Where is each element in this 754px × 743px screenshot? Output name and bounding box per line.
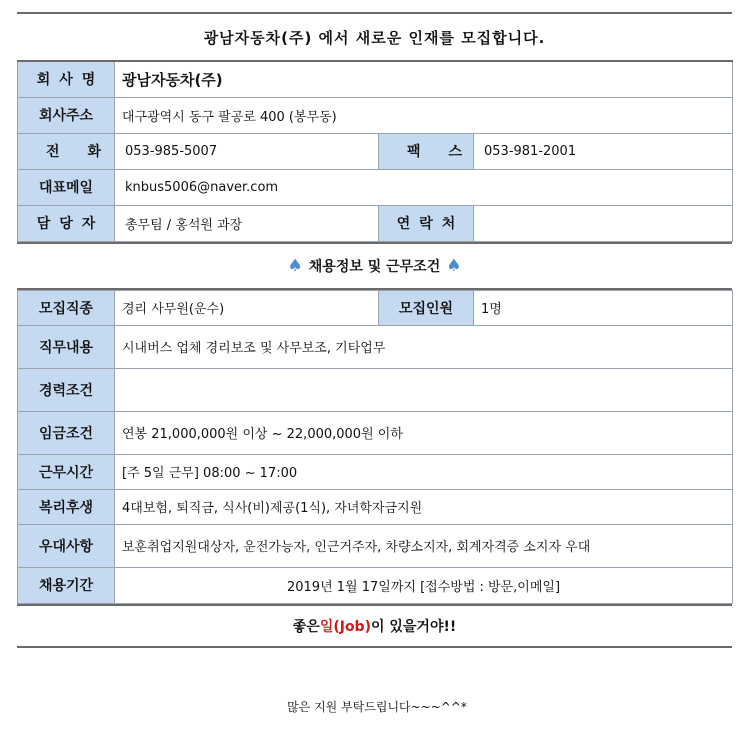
headcount-label: 모집인원 (379, 290, 474, 325)
position-value: 경리 사무원(운수) (115, 290, 379, 325)
company-info-table (17, 60, 733, 242)
job-info-table (17, 290, 733, 604)
fax-label: 팩스 (379, 133, 474, 169)
contact-value (474, 205, 733, 241)
salary-label: 임금조건 (18, 411, 115, 454)
table-row (18, 205, 733, 241)
section-title-text: 채용정보 및 근무조건 (308, 258, 441, 275)
benefits-value: 4대보험, 퇴직금, 식사(비)제공(1식), 자녀학자금지원 (115, 489, 733, 524)
slogan-highlight: 일(Job) (319, 618, 371, 635)
period-label: 채용기간 (18, 567, 115, 603)
table-row (18, 524, 733, 567)
preference-value: 보훈취업지원대상자, 운전가능자, 인근거주자, 차량소지자, 회계자격증 소지자 우대 (115, 524, 733, 567)
table-row (18, 97, 733, 133)
section-title (17, 242, 732, 290)
position-label: 모집직종 (18, 290, 115, 325)
manager-label: 담당자 (18, 205, 115, 241)
table-row (18, 567, 733, 603)
duties-value: 시내버스 업체 경리보조 및 사무보조, 기타업무 (115, 325, 733, 368)
company-name-label: 회사명 (18, 61, 115, 97)
period-value: 2019년 1월 17일까지 [접수방법 : 방문,이메일] (115, 567, 733, 603)
table-row (18, 368, 733, 411)
preference-label: 우대사항 (18, 524, 115, 567)
table-row (18, 411, 733, 454)
job-posting (17, 12, 732, 648)
table-row (18, 290, 733, 325)
phone-label: 전화 (18, 133, 115, 169)
email-label: 대표메일 (18, 169, 115, 205)
benefits-label: 복리후생 (18, 489, 115, 524)
table-row (18, 61, 733, 97)
slogan (17, 604, 732, 648)
footer-message: 많은 지원 부탁드립니다~~~^^* (287, 700, 467, 714)
table-row (18, 489, 733, 524)
table-row (18, 325, 733, 368)
table-row (18, 133, 733, 169)
salary-value: 연봉 21,000,000원 이상 ~ 22,000,000원 이하 (115, 411, 733, 454)
career-value (115, 368, 733, 411)
manager-value: 총무팀 / 홍석원 과장 (115, 205, 379, 241)
table-row (18, 454, 733, 489)
table-row (18, 169, 733, 205)
hours-label: 근무시간 (18, 454, 115, 489)
email-value[interactable]: knbus5006@naver.com (115, 169, 733, 205)
hours-value: [주 5일 근무] 08:00 ~ 17:00 (115, 454, 733, 489)
company-name-value: 광남자동차(주) (115, 61, 733, 97)
page-title: 광남자동차(주) 에서 새로운 인재를 모집합니다. (203, 28, 546, 47)
career-label: 경력조건 (18, 368, 115, 411)
company-address-label: 회사주소 (18, 97, 115, 133)
fax-value: 053-981-2001 (474, 133, 733, 169)
headcount-value: 1명 (474, 290, 733, 325)
duties-label: 직무내용 (18, 325, 115, 368)
slogan-before: 좋은 (292, 618, 320, 635)
company-address-value: 대구광역시 동구 팔공로 400 (봉무동) (115, 97, 733, 133)
phone-value: 053-985-5007 (115, 133, 379, 169)
slogan-after: 이 있을거야!! (370, 618, 457, 635)
spade-icon: ♠ (446, 255, 462, 276)
spade-icon: ♠ (287, 255, 303, 276)
contact-label: 연락처 (379, 205, 474, 241)
